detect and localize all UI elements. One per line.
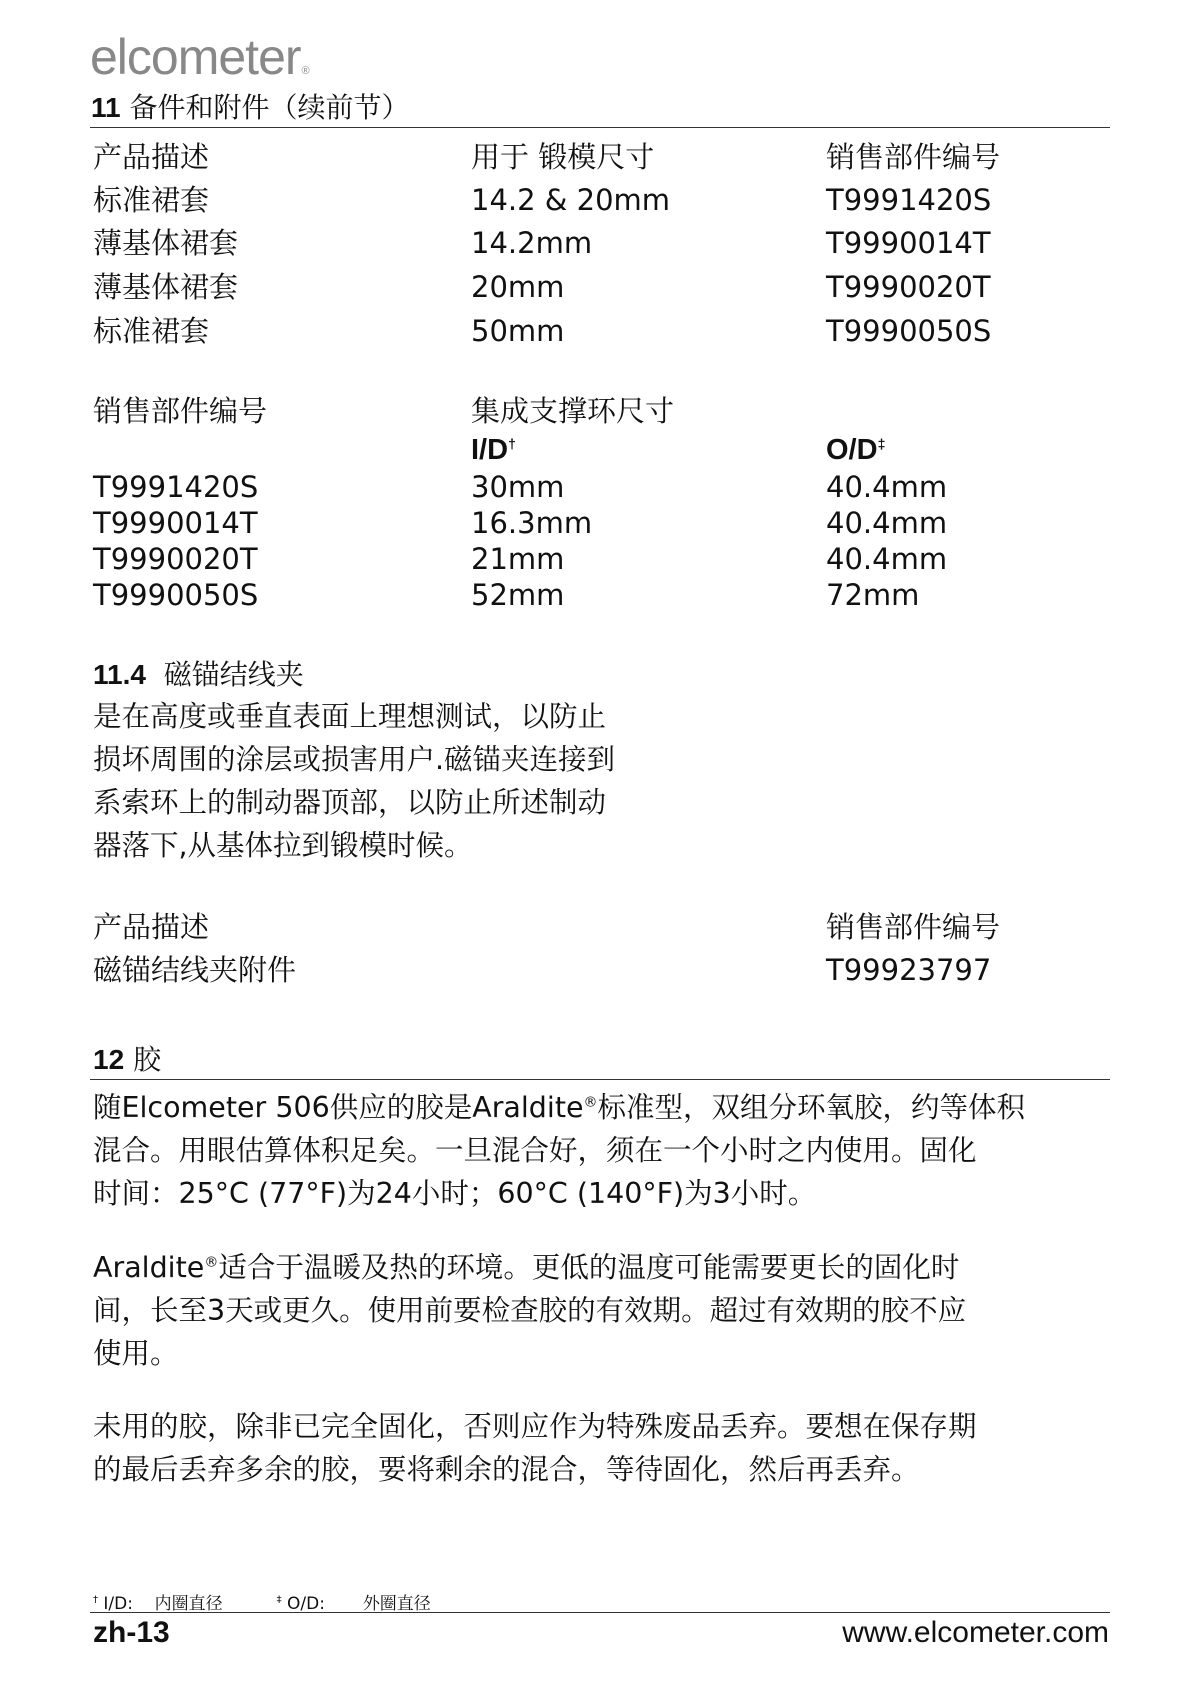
table-header-die-size: 用于 锻模尺寸 <box>471 140 655 174</box>
table-cell: 50mm <box>471 314 565 348</box>
table-cell: T9990020T <box>93 542 258 576</box>
body-line: 的最后丢弃多余的胶，要将剩余的混合，等待固化，然后再丢弃。 <box>93 1453 920 1486</box>
table-cell: 标准裙套 <box>93 314 210 348</box>
table-cell: 40.4mm <box>826 506 948 540</box>
table-header-od: O/D‡ <box>826 434 886 466</box>
table-cell: 21mm <box>471 542 565 576</box>
section-11-4-heading: 11.4 磁锚结线夹 <box>93 658 304 691</box>
body-line: 器落下,从基体拉到锻模时候。 <box>93 829 473 862</box>
table-cell: T9991420S <box>826 183 992 217</box>
divider <box>90 127 1110 128</box>
table-cell: 52mm <box>471 578 565 612</box>
glue-paragraph-3 <box>93 1405 1118 1491</box>
table-cell: 40.4mm <box>826 470 948 504</box>
table-cell: T9990014T <box>826 226 991 260</box>
table-header-description: 产品描述 <box>93 910 210 944</box>
body-line: 系索环上的制动器顶部，以防止所述制动 <box>93 786 607 819</box>
table-cell: 14.2mm <box>471 226 593 260</box>
table-header-part-number: 销售部件编号 <box>826 140 1001 174</box>
section-12-heading: 12 胶 <box>93 1043 162 1076</box>
table-cell: 40.4mm <box>826 542 948 576</box>
body-line: 时间：25°C (77°F)为24小时；60°C (140°F)为3小时。 <box>93 1177 817 1210</box>
table-cell: T9990020T <box>826 270 991 304</box>
table-cell: 16.3mm <box>471 506 593 540</box>
table-cell: T9990050S <box>93 578 259 612</box>
table-cell: T9990014T <box>93 506 258 540</box>
page-number: zh-13 <box>93 1616 170 1649</box>
table-cell: 磁锚结线夹附件 <box>93 953 297 987</box>
table-cell: 30mm <box>471 470 565 504</box>
body-line: 使用。 <box>93 1337 179 1370</box>
table-cell: T9991420S <box>93 470 259 504</box>
table-cell: 薄基体裙套 <box>93 226 239 260</box>
table-header-part-number: 销售部件编号 <box>93 394 268 428</box>
table-header-description: 产品描述 <box>93 140 210 174</box>
table-cell: T99923797 <box>826 953 992 987</box>
body-line: 混合。用眼估算体积足矣。一旦混合好，须在一个小时之内使用。固化 <box>93 1134 977 1167</box>
table-header-part-number: 销售部件编号 <box>826 910 1001 944</box>
footer-divider <box>90 1612 1110 1613</box>
body-line: Araldite®适合于温暖及热的环境。更低的温度可能需要更长的固化时 <box>93 1251 960 1284</box>
glue-paragraph-2 <box>93 1246 1118 1375</box>
table-cell: 20mm <box>471 270 565 304</box>
body-line: 随Elcometer 506供应的胶是Araldite®标准型，双组分环氧胶，约等体积 <box>93 1091 1026 1124</box>
table-header-id: I/D† <box>471 434 516 466</box>
body-line: 是在高度或垂直表面上理想测试，以防止 <box>93 700 607 733</box>
table-cell: 14.2 & 20mm <box>471 183 671 217</box>
table-cell: 标准裙套 <box>93 183 210 217</box>
section-11-heading: 11 备件和附件（续前节） <box>91 91 410 124</box>
glue-paragraph-1 <box>93 1086 1118 1215</box>
body-line: 损坏周围的涂层或损害用户.磁锚夹连接到 <box>93 743 616 776</box>
elcometer-logo: elcometer® <box>90 29 309 85</box>
body-line: 间，长至3天或更久。使用前要检查胶的有效期。超过有效期的胶不应 <box>93 1294 967 1327</box>
table-cell: T9990050S <box>826 314 992 348</box>
website-url: www.elcometer.com <box>842 1616 1109 1649</box>
table-header-ring-size: 集成支撑环尺寸 <box>471 394 675 428</box>
footnotes: † I/D: 内圈直径 ‡ O/D: 外圈直径 <box>93 1594 431 1614</box>
body-line: 未用的胶，除非已完全固化，否则应作为特殊废品丢弃。要想在保存期 <box>93 1410 977 1443</box>
divider <box>90 1079 1110 1080</box>
table-cell: 72mm <box>826 578 920 612</box>
table-cell: 薄基体裙套 <box>93 270 239 304</box>
section-11-4-body <box>93 695 1118 867</box>
